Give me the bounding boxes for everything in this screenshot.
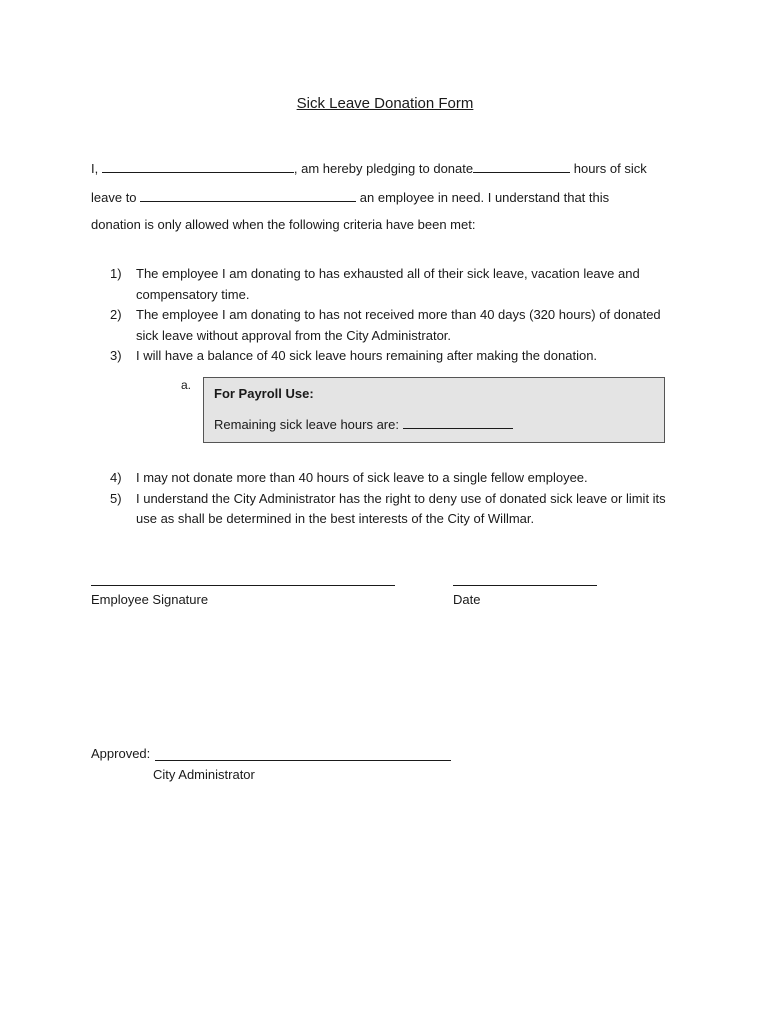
recipient-name-blank[interactable] bbox=[140, 189, 356, 202]
date-label: Date bbox=[453, 592, 481, 607]
pledge-line-2 bbox=[91, 189, 609, 205]
list-item: 2) The employee I am donating to has not received more than 40 days (320 hours) of donated sick leave without approval from the City Administrator. bbox=[110, 307, 661, 343]
list-item: 1) The employee I am donating to has exhausted all of their sick leave, vacation leave and compensatory time. bbox=[110, 266, 640, 302]
remaining-hours-blank[interactable] bbox=[403, 416, 513, 429]
remaining-hours-line: Remaining sick leave hours are: bbox=[214, 416, 513, 432]
sub-item-letter: a. bbox=[181, 378, 192, 392]
pledge-line-1 bbox=[91, 160, 647, 176]
list-item: 3) I will have a balance of 40 sick leave hours remaining after making the donation. bbox=[110, 348, 598, 363]
donor-name-blank[interactable] bbox=[102, 160, 294, 173]
employee-signature-line[interactable] bbox=[91, 585, 395, 586]
pledge-line-3: donation is only allowed when the following criteria have been met: bbox=[91, 217, 476, 232]
pledge-text: leave to bbox=[91, 190, 137, 205]
criteria-list-continued bbox=[110, 468, 680, 530]
list-item: 5) I understand the City Administrator has the right to deny use of donated sick leave or limit its use as shall be determined in the best interests of the City of Willmar. bbox=[110, 490, 666, 526]
city-administrator-label: City Administrator bbox=[153, 767, 255, 782]
date-line[interactable] bbox=[453, 585, 597, 586]
approved-label: Approved: bbox=[91, 746, 151, 761]
pledge-text: , am hereby pledging to donate bbox=[293, 161, 474, 176]
payroll-title: For Payroll Use: bbox=[214, 386, 314, 401]
pledge-text: an employee in need. I understand that this bbox=[359, 190, 610, 205]
form-title: Sick Leave Donation Form bbox=[296, 95, 474, 112]
list-item: 4) I may not donate more than 40 hours of sick leave to a single fellow employee. bbox=[110, 470, 588, 485]
payroll-use-box bbox=[203, 377, 665, 443]
pledge-text: I, bbox=[91, 161, 99, 176]
employee-signature-label: Employee Signature bbox=[91, 592, 209, 607]
hours-blank[interactable] bbox=[473, 160, 570, 173]
criteria-list bbox=[110, 264, 680, 367]
approved-signature-line[interactable] bbox=[155, 760, 451, 761]
pledge-text: hours of sick bbox=[573, 161, 647, 176]
